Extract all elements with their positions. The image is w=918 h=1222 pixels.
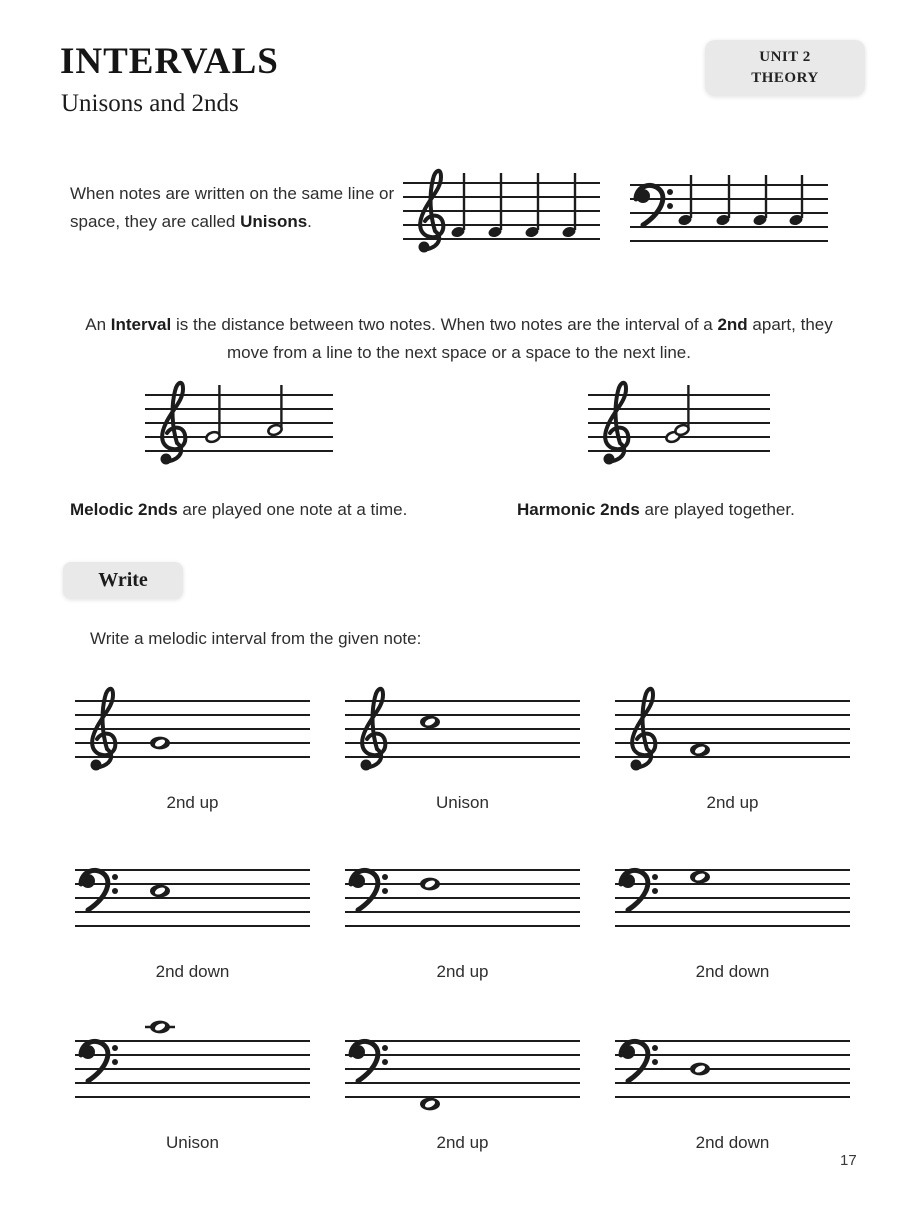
melodic-2nds-staff-figure bbox=[145, 375, 333, 487]
definition-text: is the distance between two notes. When two notes are the interval of a bbox=[171, 315, 718, 334]
intro-text-bold: Unisons bbox=[240, 211, 308, 231]
melodic-caption bbox=[70, 496, 407, 524]
exercise-cell-3 bbox=[615, 671, 850, 813]
exercise-label-2: Unison bbox=[436, 793, 489, 812]
exercise-cell-4 bbox=[75, 840, 310, 982]
interval-definition-paragraph bbox=[80, 311, 838, 366]
exercise-staff-9[interactable] bbox=[615, 1011, 850, 1131]
exercise-staff-5[interactable] bbox=[345, 840, 580, 960]
intro-paragraph bbox=[70, 180, 405, 235]
exercise-label-8: 2nd up bbox=[436, 1133, 489, 1152]
exercise-staff-2[interactable] bbox=[345, 671, 580, 791]
write-section-badge bbox=[63, 562, 183, 599]
exercise-cell-8 bbox=[345, 1011, 580, 1153]
exercise-label-3: 2nd up bbox=[706, 793, 759, 812]
page-subtitle: Unisons and 2nds bbox=[61, 90, 239, 117]
harmonic-caption-bold: Harmonic 2nds bbox=[517, 500, 640, 519]
unit-badge-line1: UNIT 2 bbox=[759, 49, 811, 65]
exercise-label-1: 2nd up bbox=[166, 793, 219, 812]
harmonic-caption bbox=[517, 496, 795, 524]
exercise-staff-1[interactable] bbox=[75, 671, 310, 791]
exercise-cell-1 bbox=[75, 671, 310, 813]
exercise-label-7: Unison bbox=[166, 1133, 219, 1152]
write-badge-label: Write bbox=[98, 569, 148, 591]
exercise-cell-9 bbox=[615, 1011, 850, 1153]
definition-bold-2nd: 2nd bbox=[717, 315, 748, 334]
treble-unisons-staff-figure bbox=[403, 153, 600, 268]
exercise-label-6: 2nd down bbox=[695, 962, 770, 981]
melodic-caption-bold: Melodic 2nds bbox=[70, 500, 178, 519]
exercise-staff-7[interactable] bbox=[75, 1011, 310, 1131]
exercise-cell-2 bbox=[345, 671, 580, 813]
bass-unisons-staff-figure bbox=[630, 155, 828, 267]
exercise-label-4: 2nd down bbox=[155, 962, 230, 981]
harmonic-caption-text: are played together. bbox=[639, 500, 795, 519]
harmonic-2nds-staff-figure bbox=[588, 375, 770, 487]
exercise-cell-6 bbox=[615, 840, 850, 982]
definition-text: An bbox=[85, 315, 111, 334]
unit-badge-line2: THEORY bbox=[751, 70, 819, 86]
exercise-staff-6[interactable] bbox=[615, 840, 850, 960]
page-number: 17 bbox=[840, 1152, 857, 1169]
intro-text-plain: When notes are written on the same line or space, they are called bbox=[70, 184, 395, 231]
exercise-cell-5 bbox=[345, 840, 580, 982]
intro-text-end: . bbox=[307, 211, 312, 231]
definition-text: apart, they move from a line to the next space or a space to the next line. bbox=[227, 315, 833, 362]
exercise-staff-8[interactable] bbox=[345, 1011, 580, 1131]
melodic-caption-text: are played one note at a time. bbox=[177, 500, 408, 519]
unit-badge bbox=[705, 40, 865, 96]
exercise-staff-4[interactable] bbox=[75, 840, 310, 960]
exercise-label-5: 2nd up bbox=[436, 962, 489, 981]
page-title: INTERVALS bbox=[60, 41, 279, 82]
exercise-label-9: 2nd down bbox=[695, 1133, 770, 1152]
exercise-staff-3[interactable] bbox=[615, 671, 850, 791]
exercise-cell-7 bbox=[75, 1011, 310, 1153]
write-instruction: Write a melodic interval from the given note: bbox=[90, 629, 422, 648]
definition-bold-interval: Interval bbox=[110, 315, 172, 334]
